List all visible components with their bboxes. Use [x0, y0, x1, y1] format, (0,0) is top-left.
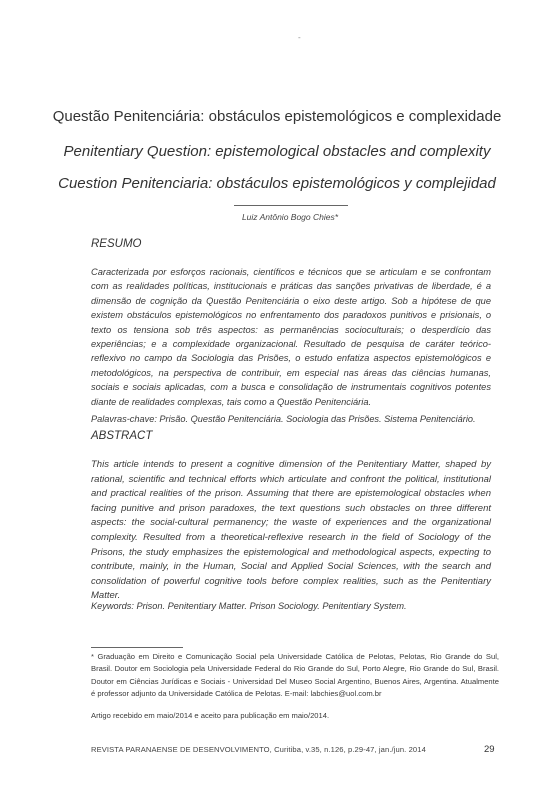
page-number: 29 — [484, 744, 495, 755]
resumo-heading: RESUMO — [91, 238, 142, 250]
resumo-keywords: Palavras-chave: Prisão. Questão Penitenciária. Sociologia das Prisões. Sistema Penitenciário. — [91, 414, 476, 424]
author-name: Luiz Antônio Bogo Chies* — [241, 212, 339, 222]
received-note: Artigo recebido em maio/2014 e aceito para publicação em maio/2014. — [91, 711, 330, 720]
title-english: Penitentiary Question: epistemological obstacles and complexity — [63, 143, 491, 160]
abstract-text: This article intends to present a cognitive dimension of the Penitentiary Matter, shaped by rational, scientific and technical efforts which articulate and confront the political, institutional and practical realities of the prison. Assuming that there are epistemological obstacles when facing punitive and prison paradoxes, the text questions such obstacles on three different aspects: the social-cultural permanency; the waste of experiences and the organizational complexity. Resulted from a theoretical-reflexive research in the field of Sociology of the Prisons, the study emphasizes the epistemological and methodological aspects, expecting to contribute, mainly, in the Human, Social and Applied Social Sciences, with the search and consolidation of powerful cognitive tools before complex realities, such as the Penitentiary Matter. — [91, 459, 491, 602]
author-footnote: * Graduação em Direito e Comunicação Social pela Universidade Católica de Pelotas, Pelotas, Rio Grande do Sul, Brasil. Doutor em Sociologia pela Universidade Federal do Rio Grande do Sul, Porto Alegre, Rio Grande do Sul, Brasil. Doutor em Ciências Jurídicas e Sociais - Universidad Del Museo Social Argentino, Buenos Aires, Argentina. Atualmente é professor adjunto da Universidade Católica de Pelotas. E-mail: labchies@uol.com.br — [91, 652, 499, 699]
title-spanish: Cuestion Penitenciaria: obstáculos epistemológicos y complejidad — [58, 175, 496, 192]
resumo-text: Caracterizada por esforços racionais, científicos e técnicos que se articulam e se confrontam com as realidades políticas, institucionais e práticas das sanções privativas de liberdade, é a dimensão de cognição da Questão Penitenciária o eixo deste artigo. Sob a hipótese de que existem obstáculos epistemológicos no enfrentamento dos paradoxos punitivos e prisionais, o texto os tensiona sob três aspectos: as permanências socioculturais; o desperdício das experiências; e a complexidade organizacional. Resultado de pesquisa de caráter teórico-reflexivo no campo da Sociologia das Prisões, o estudo enfatiza aspectos epistemológicos e metodológicos, na perspectiva de contribuir, em especial nas áreas das ciências humanas, sociais e sociais aplicadas, com a busca e consolidação de instrumentais cognitivos potentes diante de realidades complexas, tais como a Questão Penitenciária. — [91, 267, 491, 407]
author-divider — [234, 205, 348, 206]
abstract-keywords: Keywords: Prison. Penitentiary Matter. Prison Sociology. Penitentiary System. — [91, 601, 407, 611]
abstract-heading: ABSTRACT — [91, 430, 153, 442]
title-portuguese: Questão Penitenciária: obstáculos epistemológicos e complexidade — [52, 108, 502, 125]
journal-footer: REVISTA PARANAENSE DE DESENVOLVIMENTO, Curitiba, v.35, n.126, p.29-47, jan./jun. 2014 — [91, 745, 426, 754]
header-mark: - — [298, 33, 301, 42]
footnote-divider — [91, 647, 183, 648]
